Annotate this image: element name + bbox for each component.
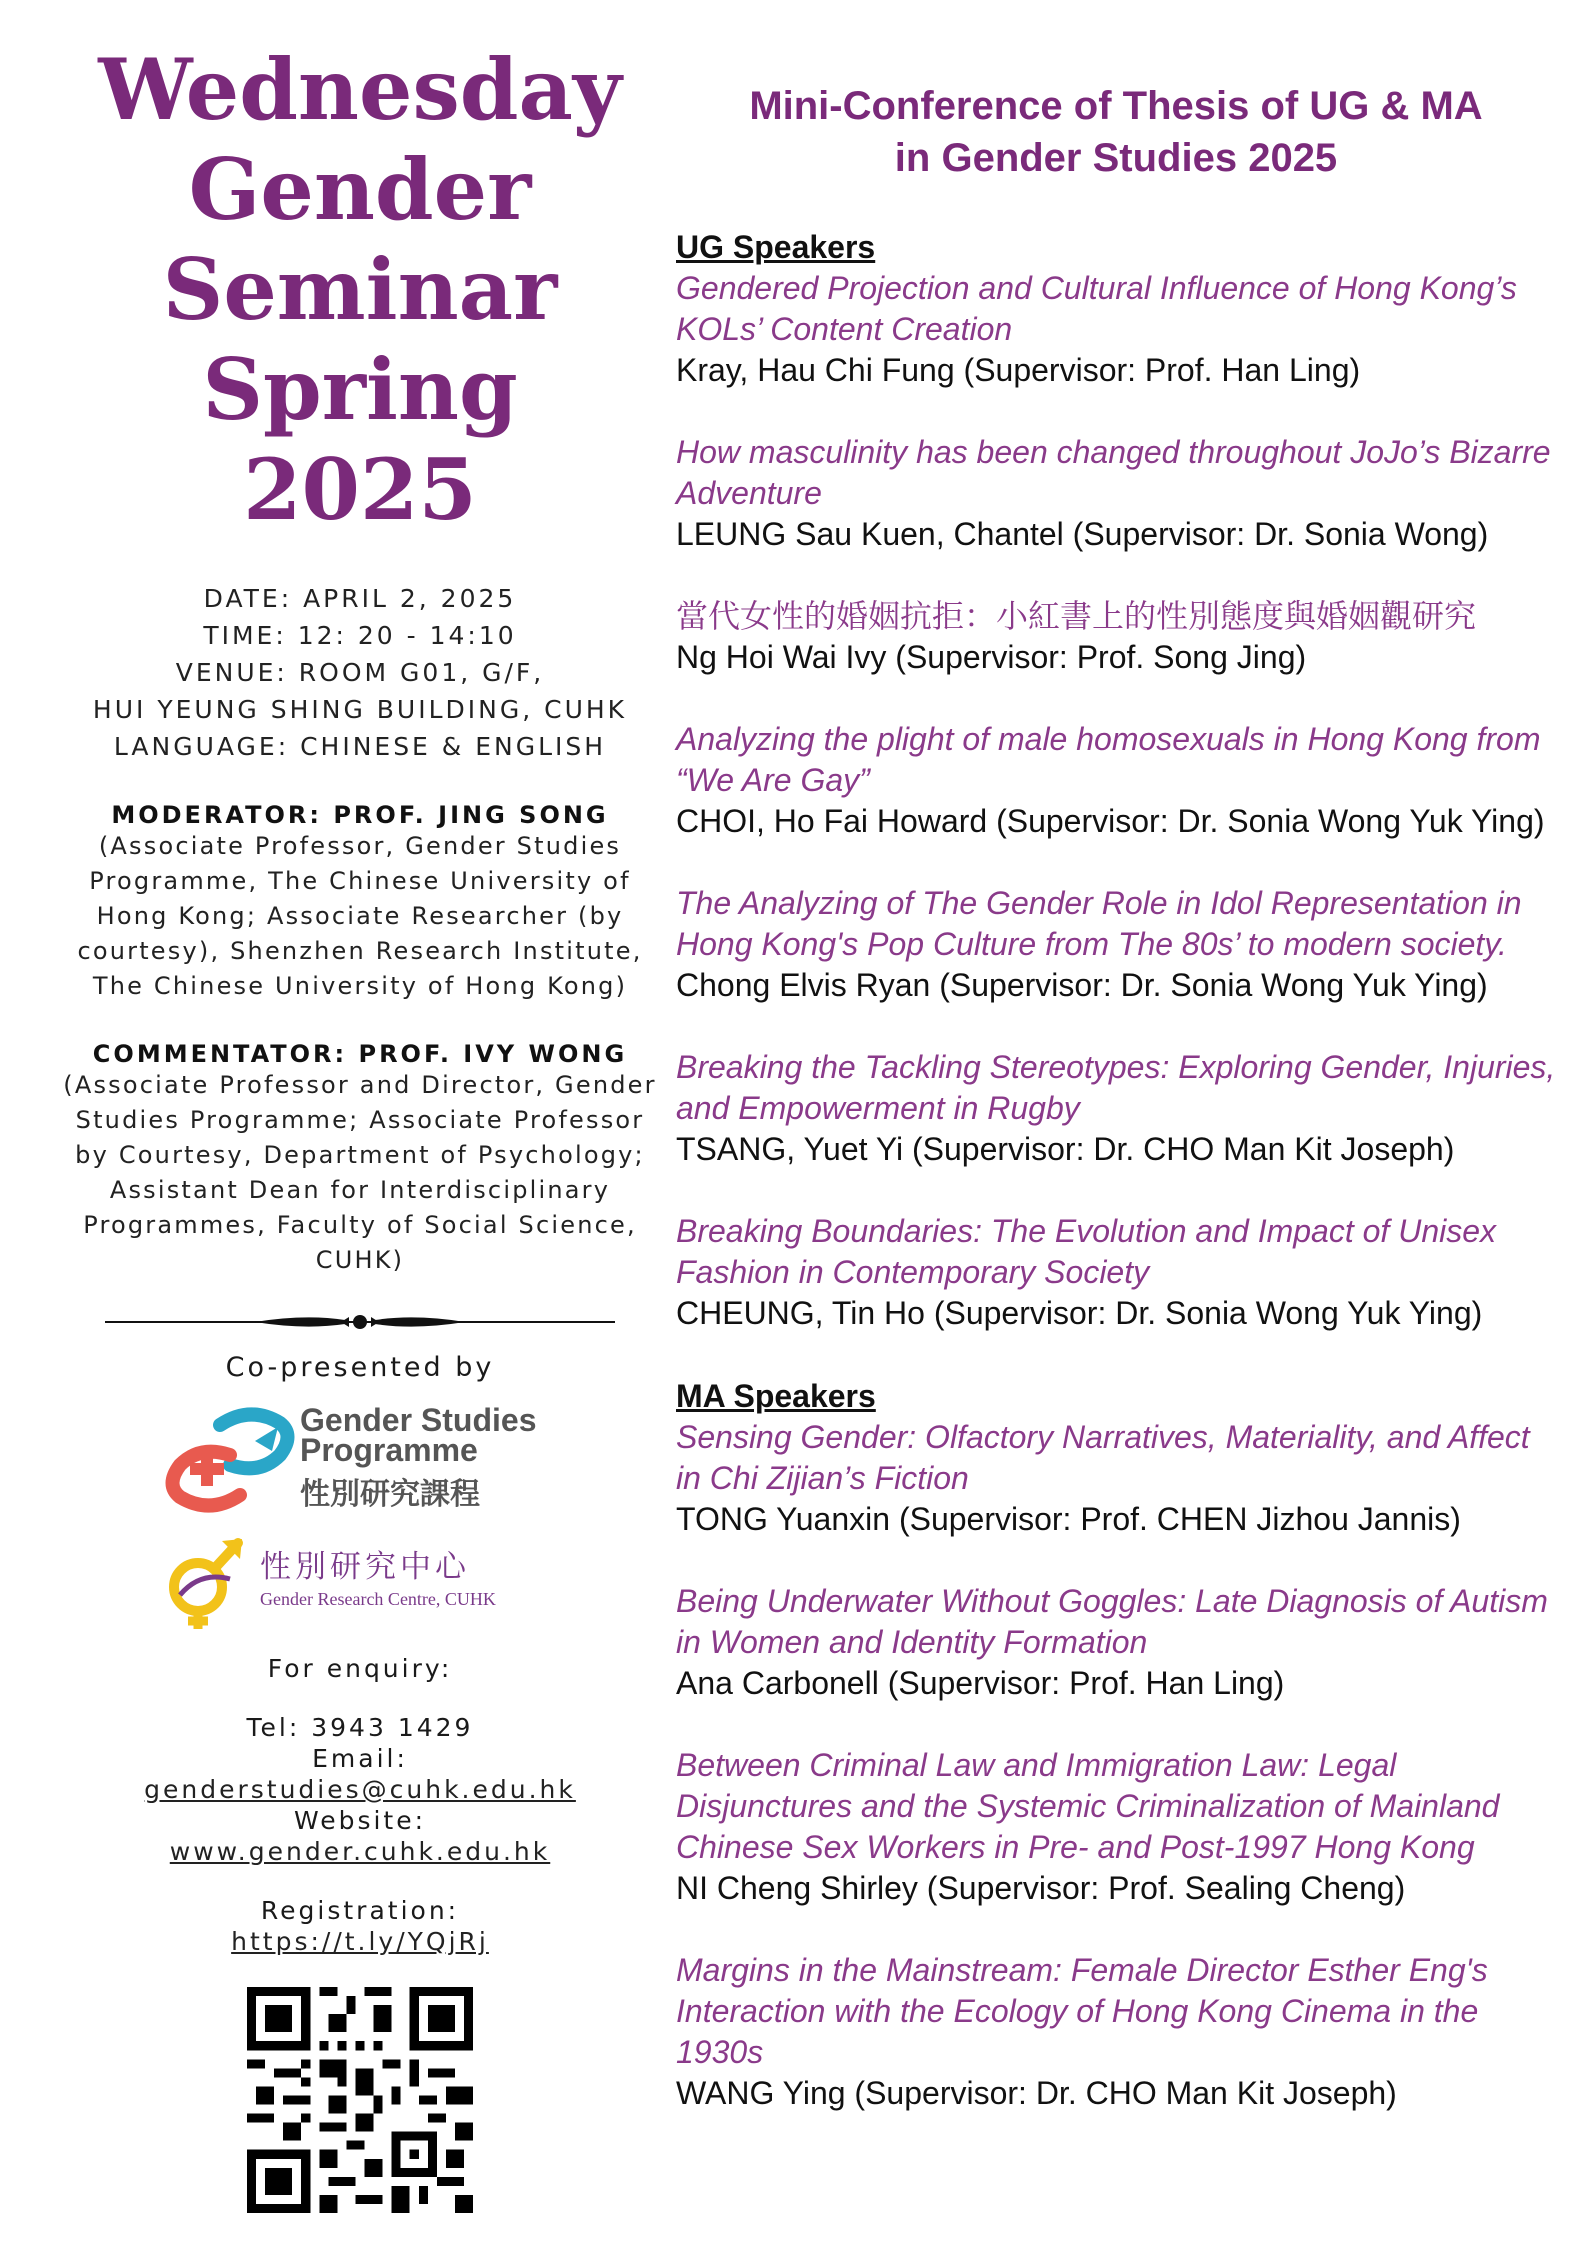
ornament-divider bbox=[105, 1312, 615, 1332]
seminar-title-line: Wednesday bbox=[98, 40, 622, 139]
talk-speaker: TSANG, Yuet Yi (Supervisor: Dr. CHO Man Kit Joseph) bbox=[676, 1131, 1455, 1167]
talk-title: Breaking Boundaries: The Evolution and Impact of Unisex Fashion in Contemporary Society bbox=[676, 1213, 1497, 1290]
gsp-logo-line: Gender Studies bbox=[300, 1402, 537, 1438]
event-date: DATE: APRIL 2, 2025 bbox=[203, 584, 517, 613]
talk-item bbox=[676, 1047, 1556, 1170]
talk-title: Between Criminal Law and Immigration Law: Legal Disjunctures and the Systemic Criminalization of Mainland Chinese Sex Workers in Pre- and Post-1997 Hong Kong bbox=[676, 1747, 1500, 1865]
website-label: Website: bbox=[293, 1806, 427, 1835]
talk-title: Being Underwater Without Goggles: Late Diagnosis of Autism in Women and Identity Formation bbox=[676, 1583, 1548, 1660]
conference-title-line: Mini-Conference of Thesis of UG & MA bbox=[749, 84, 1483, 128]
qr-code[interactable] bbox=[247, 1987, 473, 2213]
event-time: TIME: 12: 20 - 14:10 bbox=[203, 621, 517, 650]
seminar-title-line: Seminar bbox=[162, 240, 558, 339]
seminar-title-line: 2025 bbox=[243, 440, 477, 539]
talk-item bbox=[676, 1745, 1556, 1909]
grc-logo-chinese: 性別研究中心 bbox=[260, 1549, 470, 1585]
conference-title-line: in Gender Studies 2025 bbox=[894, 136, 1338, 180]
ug-speakers-heading: UG Speakers bbox=[676, 229, 876, 265]
talk-speaker: Chong Elvis Ryan (Supervisor: Dr. Sonia Wong Yuk Ying) bbox=[676, 967, 1488, 1003]
talk-item bbox=[676, 596, 1556, 678]
gender-research-centre-logo bbox=[160, 1531, 560, 1631]
event-info bbox=[40, 580, 680, 765]
enquiry-label: For enquiry: bbox=[267, 1654, 453, 1683]
event-venue: VENUE: ROOM G01, G/F, bbox=[175, 658, 545, 687]
seminar-title-line: Gender bbox=[188, 140, 532, 239]
gsp-logo-line: Programme bbox=[300, 1432, 478, 1468]
email-link[interactable]: genderstudies@cuhk.edu.hk bbox=[144, 1775, 576, 1804]
talk-item bbox=[676, 1950, 1556, 2114]
talk-title: Margins in the Mainstream: Female Director Esther Eng's Interaction with the Ecology of Hong Kong Cinema in the 1930s bbox=[676, 1952, 1488, 2070]
moderator-heading: MODERATOR: PROF. JING SONG bbox=[111, 801, 609, 829]
seminar-title bbox=[40, 40, 680, 540]
talk-item bbox=[676, 1211, 1556, 1334]
grc-logo-icon bbox=[160, 1531, 250, 1631]
commentator-description: (Associate Professor and Director, Gender Studies Programme; Associate Professor by Courtesy, Department of Psychology; Assistant Dean for Interdisciplinary Programmes, Faculty of Social Science, CUHK) bbox=[63, 1071, 657, 1274]
grc-logo-english: Gender Research Centre, CUHK bbox=[260, 1589, 496, 1609]
talk-speaker: Kray, Hau Chi Fung (Supervisor: Prof. Han Ling) bbox=[676, 352, 1361, 388]
event-language: LANGUAGE: CHINESE & ENGLISH bbox=[113, 732, 607, 761]
gsp-logo-text bbox=[300, 1402, 537, 1468]
talk-speaker: Ng Hoi Wai Ivy (Supervisor: Prof. Song Jing) bbox=[676, 639, 1307, 675]
talk-title: Gendered Projection and Cultural Influence of Hong Kong’s KOLs’ Content Creation bbox=[676, 270, 1517, 347]
talk-speaker: NI Cheng Shirley (Supervisor: Prof. Sealing Cheng) bbox=[676, 1870, 1406, 1906]
talk-title: Analyzing the plight of male homosexuals in Hong Kong from “We Are Gay” bbox=[676, 721, 1541, 798]
right-column bbox=[676, 80, 1556, 2155]
talk-title: 當代女性的婚姻抗拒：小紅書上的性別態度與婚姻觀研究 bbox=[676, 598, 1477, 634]
seminar-title-line: Spring bbox=[202, 340, 518, 439]
gsp-logo-chinese: 性別研究課程 bbox=[300, 1477, 480, 1512]
conference-title bbox=[676, 80, 1556, 184]
copresented-label: Co-presented by bbox=[225, 1352, 495, 1383]
talk-speaker: CHOI, Ho Fai Howard (Supervisor: Dr. Sonia Wong Yuk Ying) bbox=[676, 803, 1545, 839]
ma-speakers-heading: MA Speakers bbox=[676, 1378, 876, 1414]
talk-speaker: Ana Carbonell (Supervisor: Prof. Han Ling) bbox=[676, 1665, 1285, 1701]
talk-item bbox=[676, 1581, 1556, 1704]
talk-title: The Analyzing of The Gender Role in Idol Representation in Hong Kong's Pop Culture from The 80s’ to modern society. bbox=[676, 885, 1522, 962]
talk-item bbox=[676, 432, 1556, 555]
moderator-description: (Associate Professor, Gender Studies Programme, The Chinese University of Hong Kong; Associate Researcher (by courtesy), Shenzhen Research Institute, The Chinese University of Hong Kong) bbox=[77, 832, 643, 1000]
talk-title: How masculinity has been changed throughout JoJo’s Bizarre Adventure bbox=[676, 434, 1551, 511]
left-column bbox=[40, 40, 680, 2213]
talk-item bbox=[676, 719, 1556, 842]
talk-speaker: LEUNG Sau Kuen, Chantel (Supervisor: Dr. Sonia Wong) bbox=[676, 516, 1489, 552]
gender-studies-programme-logo bbox=[160, 1402, 560, 1515]
talk-speaker: TONG Yuanxin (Supervisor: Prof. CHEN Jizhou Jannis) bbox=[676, 1501, 1461, 1537]
talk-item bbox=[676, 883, 1556, 1006]
email-label: Email: bbox=[312, 1744, 408, 1773]
talk-speaker: WANG Ying (Supervisor: Dr. CHO Man Kit Joseph) bbox=[676, 2075, 1397, 2111]
talk-title: Sensing Gender: Olfactory Narratives, Materiality, and Affect in Chi Zijian’s Fiction bbox=[676, 1419, 1530, 1496]
talk-title: Breaking the Tackling Stereotypes: Exploring Gender, Injuries, and Empowerment in Rugby bbox=[676, 1049, 1556, 1126]
event-venue-building: HUI YEUNG SHING BUILDING, CUHK bbox=[92, 695, 628, 724]
registration-label: Registration: bbox=[260, 1896, 460, 1925]
talk-speaker: CHEUNG, Tin Ho (Supervisor: Dr. Sonia Wong Yuk Ying) bbox=[676, 1295, 1483, 1331]
registration-link[interactable]: https://t.ly/YQjRj bbox=[231, 1927, 489, 1956]
talk-item bbox=[676, 1417, 1556, 1540]
talk-item bbox=[676, 268, 1556, 391]
enquiry-block bbox=[40, 1653, 680, 1957]
website-link[interactable]: www.gender.cuhk.edu.hk bbox=[169, 1837, 551, 1866]
gsp-logo-icon bbox=[160, 1405, 300, 1515]
telephone: Tel: 3943 1429 bbox=[246, 1713, 474, 1742]
commentator-heading: COMMENTATOR: PROF. IVY WONG bbox=[92, 1040, 628, 1068]
